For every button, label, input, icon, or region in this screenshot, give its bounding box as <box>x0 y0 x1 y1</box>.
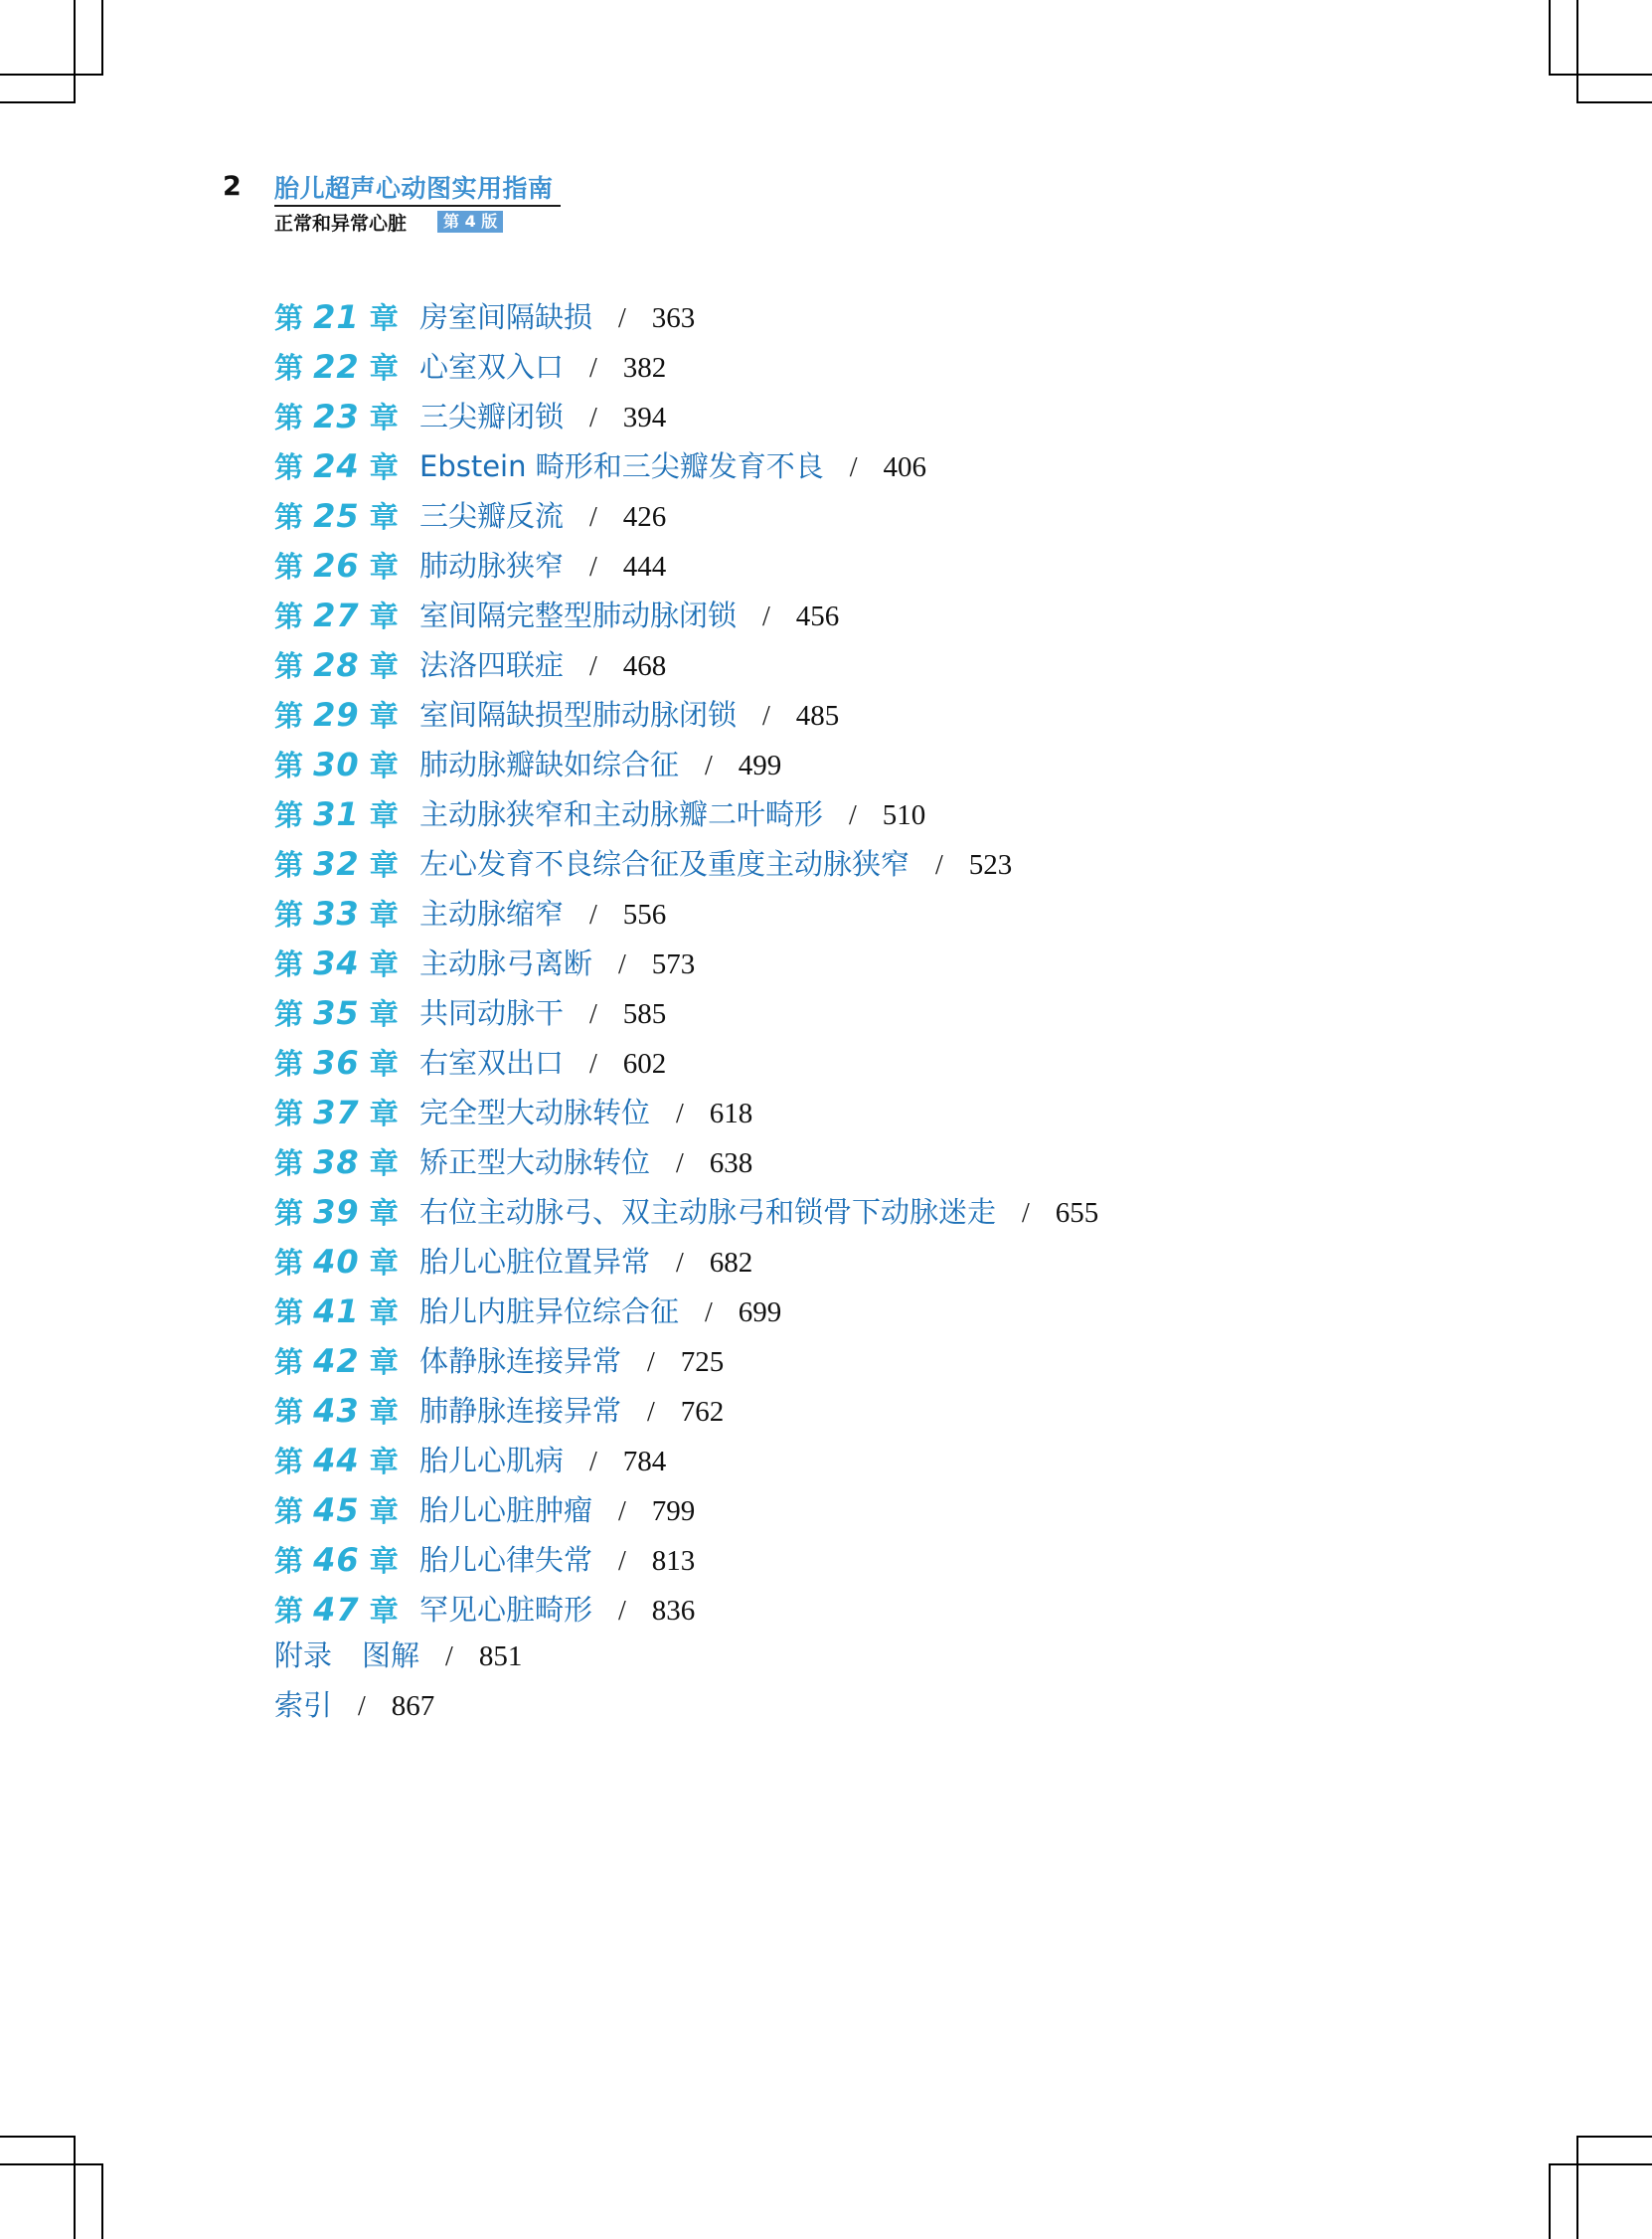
page-separator: / <box>1022 1198 1030 1229</box>
chapter-title: 胎儿心肌病 <box>419 1444 565 1477</box>
chapter-prefix: 第 <box>274 1196 304 1230</box>
chapter-page-number: 602 <box>622 1048 667 1080</box>
chapter-prefix: 第 <box>274 1494 304 1528</box>
toc-entry[interactable] <box>274 591 1467 640</box>
chapter-number-label <box>274 1237 399 1288</box>
chapter-page-number: 363 <box>651 302 696 334</box>
chapter-number-label <box>274 1088 399 1138</box>
chapter-number-label <box>274 541 399 592</box>
chapter-page-number: 682 <box>709 1247 753 1279</box>
chapter-prefix: 第 <box>274 600 304 633</box>
chapter-number: 34 <box>313 945 360 982</box>
chapter-title: 三尖瓣反流 <box>419 499 565 533</box>
chapter-title: 完全型大动脉转位 <box>419 1096 651 1129</box>
chapter-number: 28 <box>313 646 360 684</box>
toc-entry[interactable] <box>274 342 1467 392</box>
chapter-number: 42 <box>313 1342 360 1380</box>
crop-mark-top-right-vertical <box>1549 0 1551 76</box>
chapter-number-label <box>274 1187 399 1238</box>
chapter-number: 24 <box>313 447 360 485</box>
chapter-suffix: 章 <box>369 1544 399 1578</box>
toc-entry[interactable] <box>274 839 1467 889</box>
toc-entry[interactable] <box>274 541 1467 591</box>
page-separator: / <box>705 751 713 781</box>
chapter-page-number: 699 <box>738 1296 782 1328</box>
chapter-prefix: 第 <box>274 401 304 434</box>
crop-mark-top-right-horizontal-outer <box>1551 74 1652 76</box>
page-separator: / <box>589 552 597 583</box>
chapter-suffix: 章 <box>369 351 399 385</box>
chapter-number: 32 <box>313 845 360 883</box>
chapter-number: 21 <box>313 298 360 336</box>
chapter-page-number: 394 <box>622 402 667 433</box>
chapter-number-label <box>274 342 399 393</box>
chapter-prefix: 第 <box>274 1295 304 1329</box>
chapter-title: 胎儿心脏位置异常 <box>419 1245 651 1279</box>
toc-entry[interactable] <box>274 292 1467 342</box>
appendix-page-number: 851 <box>478 1640 523 1672</box>
chapter-number-label <box>274 889 399 940</box>
chapter-number: 31 <box>313 795 360 833</box>
chapter-prefix: 第 <box>274 1594 304 1628</box>
chapter-suffix: 章 <box>369 1146 399 1180</box>
chapter-number-label <box>274 1287 399 1337</box>
page-separator: / <box>589 1447 597 1477</box>
toc-entry[interactable] <box>274 1137 1467 1187</box>
chapter-page-number: 510 <box>882 799 926 831</box>
chapter-title: 室间隔缺损型肺动脉闭锁 <box>419 698 738 732</box>
page-separator: / <box>589 353 597 384</box>
chapter-prefix: 第 <box>274 898 304 932</box>
toc-entry[interactable] <box>274 1088 1467 1137</box>
chapter-prefix: 第 <box>274 550 304 584</box>
chapter-page-number: 382 <box>622 352 667 384</box>
toc-entry[interactable] <box>274 939 1467 988</box>
crop-mark-bottom-right-vertical <box>1549 2163 1551 2239</box>
chapter-number-label <box>274 1485 399 1536</box>
chapter-title: 左心发育不良综合征及重度主动脉狭窄 <box>419 847 910 881</box>
chapter-number: 40 <box>313 1243 360 1281</box>
index-title: 索引 <box>274 1688 333 1722</box>
chapter-title: 矫正型大动脉转位 <box>419 1145 651 1179</box>
chapter-suffix: 章 <box>369 1445 399 1478</box>
toc-entry[interactable] <box>274 690 1467 740</box>
appendix-label: 附录 <box>274 1638 333 1672</box>
chapter-page-number: 618 <box>709 1098 753 1129</box>
toc-entry[interactable] <box>274 1336 1467 1386</box>
page-separator: / <box>676 1148 684 1179</box>
page-separator: / <box>589 651 597 682</box>
chapter-title: 胎儿内脏异位综合征 <box>419 1294 680 1328</box>
chapter-title: Ebstein 畸形和三尖瓣发育不良 <box>419 449 824 483</box>
page-separator: / <box>618 949 626 980</box>
chapter-number-label <box>274 1386 399 1437</box>
chapter-title: 胎儿心律失常 <box>419 1543 593 1577</box>
chapter-prefix: 第 <box>274 1544 304 1578</box>
chapter-prefix: 第 <box>274 500 304 534</box>
chapter-number: 46 <box>313 1541 360 1579</box>
chapter-page-number: 784 <box>622 1446 667 1477</box>
chapter-number-label <box>274 988 399 1039</box>
chapter-title: 罕见心脏畸形 <box>419 1593 593 1627</box>
chapter-number-label <box>274 939 399 989</box>
index-page-number: 867 <box>391 1690 435 1722</box>
chapter-number-label <box>274 1336 399 1387</box>
toc-entry[interactable] <box>274 491 1467 541</box>
page-separator: / <box>647 1397 655 1428</box>
chapter-number: 35 <box>313 994 360 1032</box>
toc-entry[interactable] <box>274 1237 1467 1287</box>
page-separator: / <box>589 900 597 931</box>
chapter-title: 主动脉缩窄 <box>419 897 565 931</box>
chapter-suffix: 章 <box>369 1295 399 1329</box>
chapter-title: 房室间隔缺损 <box>419 300 593 334</box>
chapter-suffix: 章 <box>369 749 399 782</box>
chapter-title: 体静脉连接异常 <box>419 1344 622 1378</box>
page-separator: / <box>618 303 626 334</box>
toc-entry-index[interactable] <box>274 1680 1467 1730</box>
chapter-page-number: 762 <box>680 1396 725 1428</box>
chapter-prefix: 第 <box>274 351 304 385</box>
chapter-prefix: 第 <box>274 450 304 484</box>
chapter-prefix: 第 <box>274 1395 304 1429</box>
crop-mark-top-left-vertical-outer <box>74 0 76 101</box>
chapter-number-label <box>274 740 399 790</box>
chapter-suffix: 章 <box>369 947 399 981</box>
chapter-suffix: 章 <box>369 1594 399 1628</box>
chapter-page-number: 585 <box>622 998 667 1030</box>
page-separator: / <box>589 502 597 533</box>
chapter-number: 41 <box>313 1292 360 1330</box>
chapter-prefix: 第 <box>274 1345 304 1379</box>
chapter-prefix: 第 <box>274 749 304 782</box>
chapter-prefix: 第 <box>274 1246 304 1280</box>
chapter-prefix: 第 <box>274 1097 304 1130</box>
chapter-prefix: 第 <box>274 947 304 981</box>
chapter-number-label <box>274 1436 399 1486</box>
toc-entry[interactable] <box>274 889 1467 939</box>
page-separator: / <box>589 999 597 1030</box>
chapter-page-number: 725 <box>680 1346 725 1378</box>
page-separator: / <box>647 1347 655 1378</box>
table-of-contents <box>274 292 1467 1730</box>
chapter-page-number: 444 <box>622 551 667 583</box>
chapter-page-number: 499 <box>738 750 782 781</box>
toc-entry[interactable] <box>274 789 1467 839</box>
chapter-suffix: 章 <box>369 500 399 534</box>
chapter-title: 室间隔完整型肺动脉闭锁 <box>419 599 738 632</box>
toc-entry[interactable] <box>274 1585 1467 1635</box>
chapter-number: 30 <box>313 746 360 783</box>
chapter-number: 38 <box>313 1143 360 1181</box>
chapter-prefix: 第 <box>274 649 304 683</box>
chapter-suffix: 章 <box>369 1494 399 1528</box>
crop-mark-top-right-horizontal <box>1576 101 1652 103</box>
toc-entry[interactable] <box>274 392 1467 441</box>
chapter-title: 肺动脉瓣缺如综合征 <box>419 748 680 781</box>
chapter-page-number: 456 <box>795 601 840 632</box>
chapter-suffix: 章 <box>369 1345 399 1379</box>
chapter-number: 37 <box>313 1094 360 1131</box>
chapter-number: 43 <box>313 1392 360 1430</box>
chapter-number-label <box>274 591 399 641</box>
chapter-number-label <box>274 640 399 691</box>
chapter-suffix: 章 <box>369 1395 399 1429</box>
chapter-page-number: 799 <box>651 1495 696 1527</box>
page-separator: / <box>849 452 858 483</box>
page-number: 2 <box>223 171 242 202</box>
chapter-page-number: 813 <box>651 1545 696 1577</box>
toc-entry[interactable] <box>274 988 1467 1038</box>
chapter-title: 法洛四联症 <box>419 648 565 682</box>
page-separator: / <box>762 701 770 732</box>
page-separator: / <box>445 1641 453 1672</box>
crop-mark-top-left-horizontal <box>0 101 76 103</box>
chapter-prefix: 第 <box>274 1146 304 1180</box>
chapter-suffix: 章 <box>369 1196 399 1230</box>
page-separator: / <box>762 602 770 632</box>
chapter-number: 22 <box>313 348 360 386</box>
edition-badge: 第 4 版 <box>437 211 503 233</box>
chapter-number-label <box>274 789 399 840</box>
chapter-prefix: 第 <box>274 1047 304 1081</box>
chapter-suffix: 章 <box>369 798 399 832</box>
toc-entry[interactable] <box>274 1436 1467 1485</box>
chapter-prefix: 第 <box>274 1445 304 1478</box>
chapter-page-number: 638 <box>709 1147 753 1179</box>
chapter-suffix: 章 <box>369 848 399 882</box>
chapter-page-number: 523 <box>968 849 1013 881</box>
page-separator: / <box>935 850 943 881</box>
page-separator: / <box>676 1099 684 1129</box>
toc-entry[interactable] <box>274 1187 1467 1237</box>
chapter-prefix: 第 <box>274 848 304 882</box>
chapter-title: 主动脉弓离断 <box>419 947 593 980</box>
chapter-number: 39 <box>313 1193 360 1231</box>
chapter-page-number: 655 <box>1055 1197 1099 1229</box>
chapter-suffix: 章 <box>369 401 399 434</box>
chapter-title: 右位主动脉弓、双主动脉弓和锁骨下动脉迷走 <box>419 1195 997 1229</box>
chapter-suffix: 章 <box>369 898 399 932</box>
chapter-title: 共同动脉干 <box>419 996 565 1030</box>
book-title: 胎儿超声心动图实用指南 <box>274 174 554 203</box>
crop-mark-top-left-vertical <box>101 0 103 76</box>
chapter-title: 右室双出口 <box>419 1046 565 1080</box>
chapter-prefix: 第 <box>274 798 304 832</box>
chapter-number: 33 <box>313 895 360 933</box>
chapter-number: 36 <box>313 1044 360 1082</box>
crop-mark-bottom-right-horizontal <box>1576 2136 1652 2138</box>
toc-entry[interactable] <box>274 1287 1467 1336</box>
toc-entry[interactable] <box>274 1485 1467 1535</box>
chapter-suffix: 章 <box>369 1246 399 1280</box>
chapter-title: 心室双入口 <box>419 350 565 384</box>
crop-mark-bottom-right-vertical-outer <box>1576 2138 1578 2239</box>
toc-entry[interactable] <box>274 1386 1467 1436</box>
chapter-number: 25 <box>313 497 360 535</box>
crop-mark-bottom-left-vertical <box>101 2163 103 2239</box>
chapter-number-label <box>274 1585 399 1636</box>
crop-mark-top-left-horizontal-outer <box>0 74 101 76</box>
book-subtitle: 正常和异常心脏 <box>274 213 408 235</box>
chapter-number: 47 <box>313 1591 360 1629</box>
page-separator: / <box>618 1596 626 1627</box>
chapter-page-number: 485 <box>795 700 840 732</box>
page-separator: / <box>358 1691 366 1722</box>
chapter-prefix: 第 <box>274 301 304 335</box>
chapter-number: 27 <box>313 597 360 634</box>
chapter-suffix: 章 <box>369 301 399 335</box>
page-separator: / <box>849 800 857 831</box>
toc-entry[interactable] <box>274 640 1467 690</box>
crop-mark-bottom-left-horizontal-outer <box>0 2163 101 2165</box>
chapter-number: 29 <box>313 696 360 734</box>
chapter-page-number: 573 <box>651 948 696 980</box>
chapter-title: 肺动脉狭窄 <box>419 549 565 583</box>
chapter-number: 44 <box>313 1442 360 1479</box>
chapter-number-label <box>274 1038 399 1089</box>
chapter-number-label <box>274 292 399 343</box>
toc-entry[interactable] <box>274 441 1467 491</box>
chapter-suffix: 章 <box>369 649 399 683</box>
chapter-number: 26 <box>313 547 360 585</box>
page-separator: / <box>676 1248 684 1279</box>
page-separator: / <box>618 1546 626 1577</box>
chapter-suffix: 章 <box>369 550 399 584</box>
chapter-prefix: 第 <box>274 997 304 1031</box>
chapter-number-label <box>274 839 399 890</box>
chapter-page-number: 406 <box>883 451 926 483</box>
toc-entry[interactable] <box>274 1535 1467 1585</box>
chapter-number-label <box>274 392 399 442</box>
chapter-suffix: 章 <box>369 1047 399 1081</box>
chapter-page-number: 556 <box>622 899 667 931</box>
chapter-number-label <box>274 491 399 542</box>
chapter-number-label <box>274 1535 399 1586</box>
chapter-suffix: 章 <box>369 450 399 484</box>
chapter-number-label <box>274 441 399 492</box>
chapter-suffix: 章 <box>369 1097 399 1130</box>
page-separator: / <box>618 1496 626 1527</box>
chapter-suffix: 章 <box>369 699 399 733</box>
chapter-title: 三尖瓣闭锁 <box>419 400 565 433</box>
crop-mark-bottom-left-vertical-outer <box>74 2138 76 2239</box>
page-separator: / <box>589 403 597 433</box>
crop-mark-bottom-left-horizontal <box>0 2136 76 2138</box>
page-separator: / <box>705 1297 713 1328</box>
crop-mark-bottom-right-horizontal-outer <box>1551 2163 1652 2165</box>
appendix-title: 图解 <box>362 1638 420 1672</box>
title-underline <box>274 205 561 207</box>
chapter-number-label <box>274 690 399 741</box>
chapter-page-number: 426 <box>622 501 667 533</box>
chapter-page-number: 836 <box>651 1595 696 1627</box>
chapter-page-number: 468 <box>622 650 667 682</box>
chapter-title: 主动脉狭窄和主动脉瓣二叶畸形 <box>419 797 824 831</box>
crop-mark-top-right-vertical-outer <box>1576 0 1578 101</box>
chapter-number-label <box>274 1137 399 1188</box>
chapter-number: 45 <box>313 1491 360 1529</box>
toc-entry[interactable] <box>274 740 1467 789</box>
toc-entry[interactable] <box>274 1038 1467 1088</box>
chapter-title: 肺静脉连接异常 <box>419 1394 622 1428</box>
chapter-suffix: 章 <box>369 997 399 1031</box>
toc-entry-appendix[interactable] <box>274 1631 1467 1680</box>
chapter-suffix: 章 <box>369 600 399 633</box>
page-separator: / <box>589 1049 597 1080</box>
chapter-title: 胎儿心脏肿瘤 <box>419 1493 593 1527</box>
chapter-prefix: 第 <box>274 699 304 733</box>
chapter-number: 23 <box>313 398 360 435</box>
